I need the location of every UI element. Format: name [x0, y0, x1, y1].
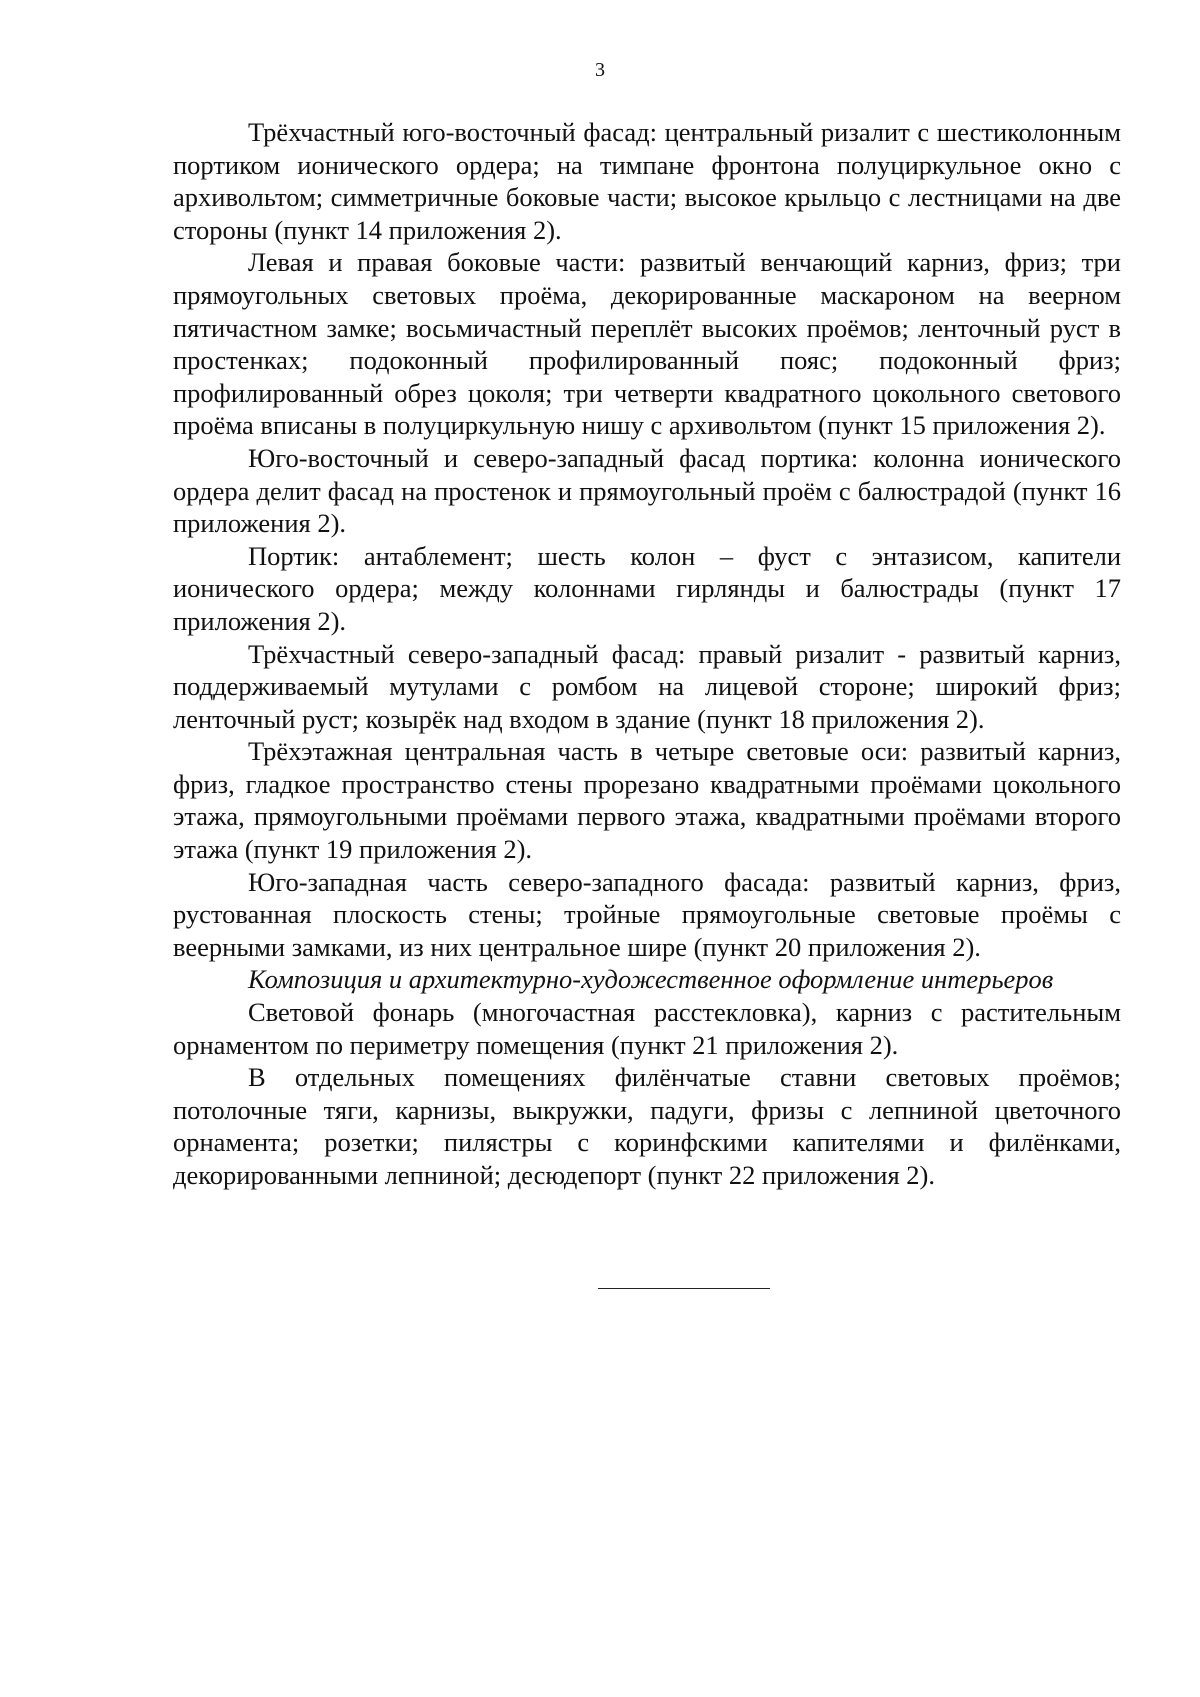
document-body — [173, 116, 1121, 1192]
paragraph-side-parts: Левая и правая боковые части: развитый венчающий карниз, фриз; три прямоугольных световых проёма, декорированные маскароном на веерном пятичастном замке; восьмичастный переплёт высоких проёмов; ленточный руст в простенках; подоконный профилированный пояс; подоконный фриз; профилированный обрез цоколя; три четверти квадратного цокольного светового проёма вписаны в полуциркульную нишу с архивольтом (пункт 15 приложения 2). — [173, 247, 1121, 441]
paragraph-northwest-facade: Трёхчастный северо-западный фасад: правый ризалит - развитый карниз, поддерживаемый мутулами с ромбом на лицевой стороне; широкий фриз; ленточный руст; козырёк над входом в здание (пункт 18 приложения 2). — [173, 638, 1121, 734]
end-of-document-rule — [598, 1288, 770, 1289]
paragraph-portico-facade: Юго-восточный и северо-западный фасад портика: колонна ионического ордера делит фасад на простенок и прямоугольный проём с балюстрадой (пункт 16 приложения 2). — [173, 442, 1121, 539]
paragraph-southeast-facade: Трёхчастный юго-восточный фасад: центральный ризалит с шестиколонным портиком ионического ордера; на тимпане фронтона полуциркульное окно с архивольтом; симметричные боковые части; высокое крыльцо с лестницами на две стороны (пункт 14 приложения 2). — [173, 117, 1121, 245]
paragraph-skylight: Световой фонарь (многочастная расстекловка), карниз с растительным орнаментом по периметру помещения (пункт 21 приложения 2). — [173, 997, 1121, 1060]
paragraph-portico: Портик: антаблемент; шесть колон – фуст с энтазисом, капители ионического ордера; между колоннами гирлянды и балюстрады (пункт 17 приложения 2). — [173, 540, 1121, 636]
page-number: 3 — [595, 59, 605, 81]
paragraph-central-part: Трёхэтажная центральная часть в четыре световые оси: развитый карниз, фриз, гладкое пространство стены прорезано квадратными проёмами цокольного этажа, прямоугольными проёмами первого этажа, квадратными проёмами второго этажа (пункт 19 приложения 2). — [173, 736, 1121, 865]
paragraph-southwest-part: Юго-западная часть северо-западного фасада: развитый карниз, фриз, рустованная плоскость стены; тройные прямоугольные световые проёмы с веерными замками, из них центральное шире (пункт 20 приложения 2). — [173, 866, 1121, 962]
section-heading-interiors: Композиция и архитектурно-художественное оформление интерьеров — [248, 964, 1054, 995]
paragraph-rooms-decor: В отдельных помещениях филёнчатые ставни световых проёмов; потолочные тяги, карнизы, выкружки, падуги, фризы с лепниной цветочного орнамента; розетки; пилястры с коринфскими капителями и филёнками, декорированными лепниной; десюдепорт (пункт 22 приложения 2). — [173, 1062, 1121, 1190]
